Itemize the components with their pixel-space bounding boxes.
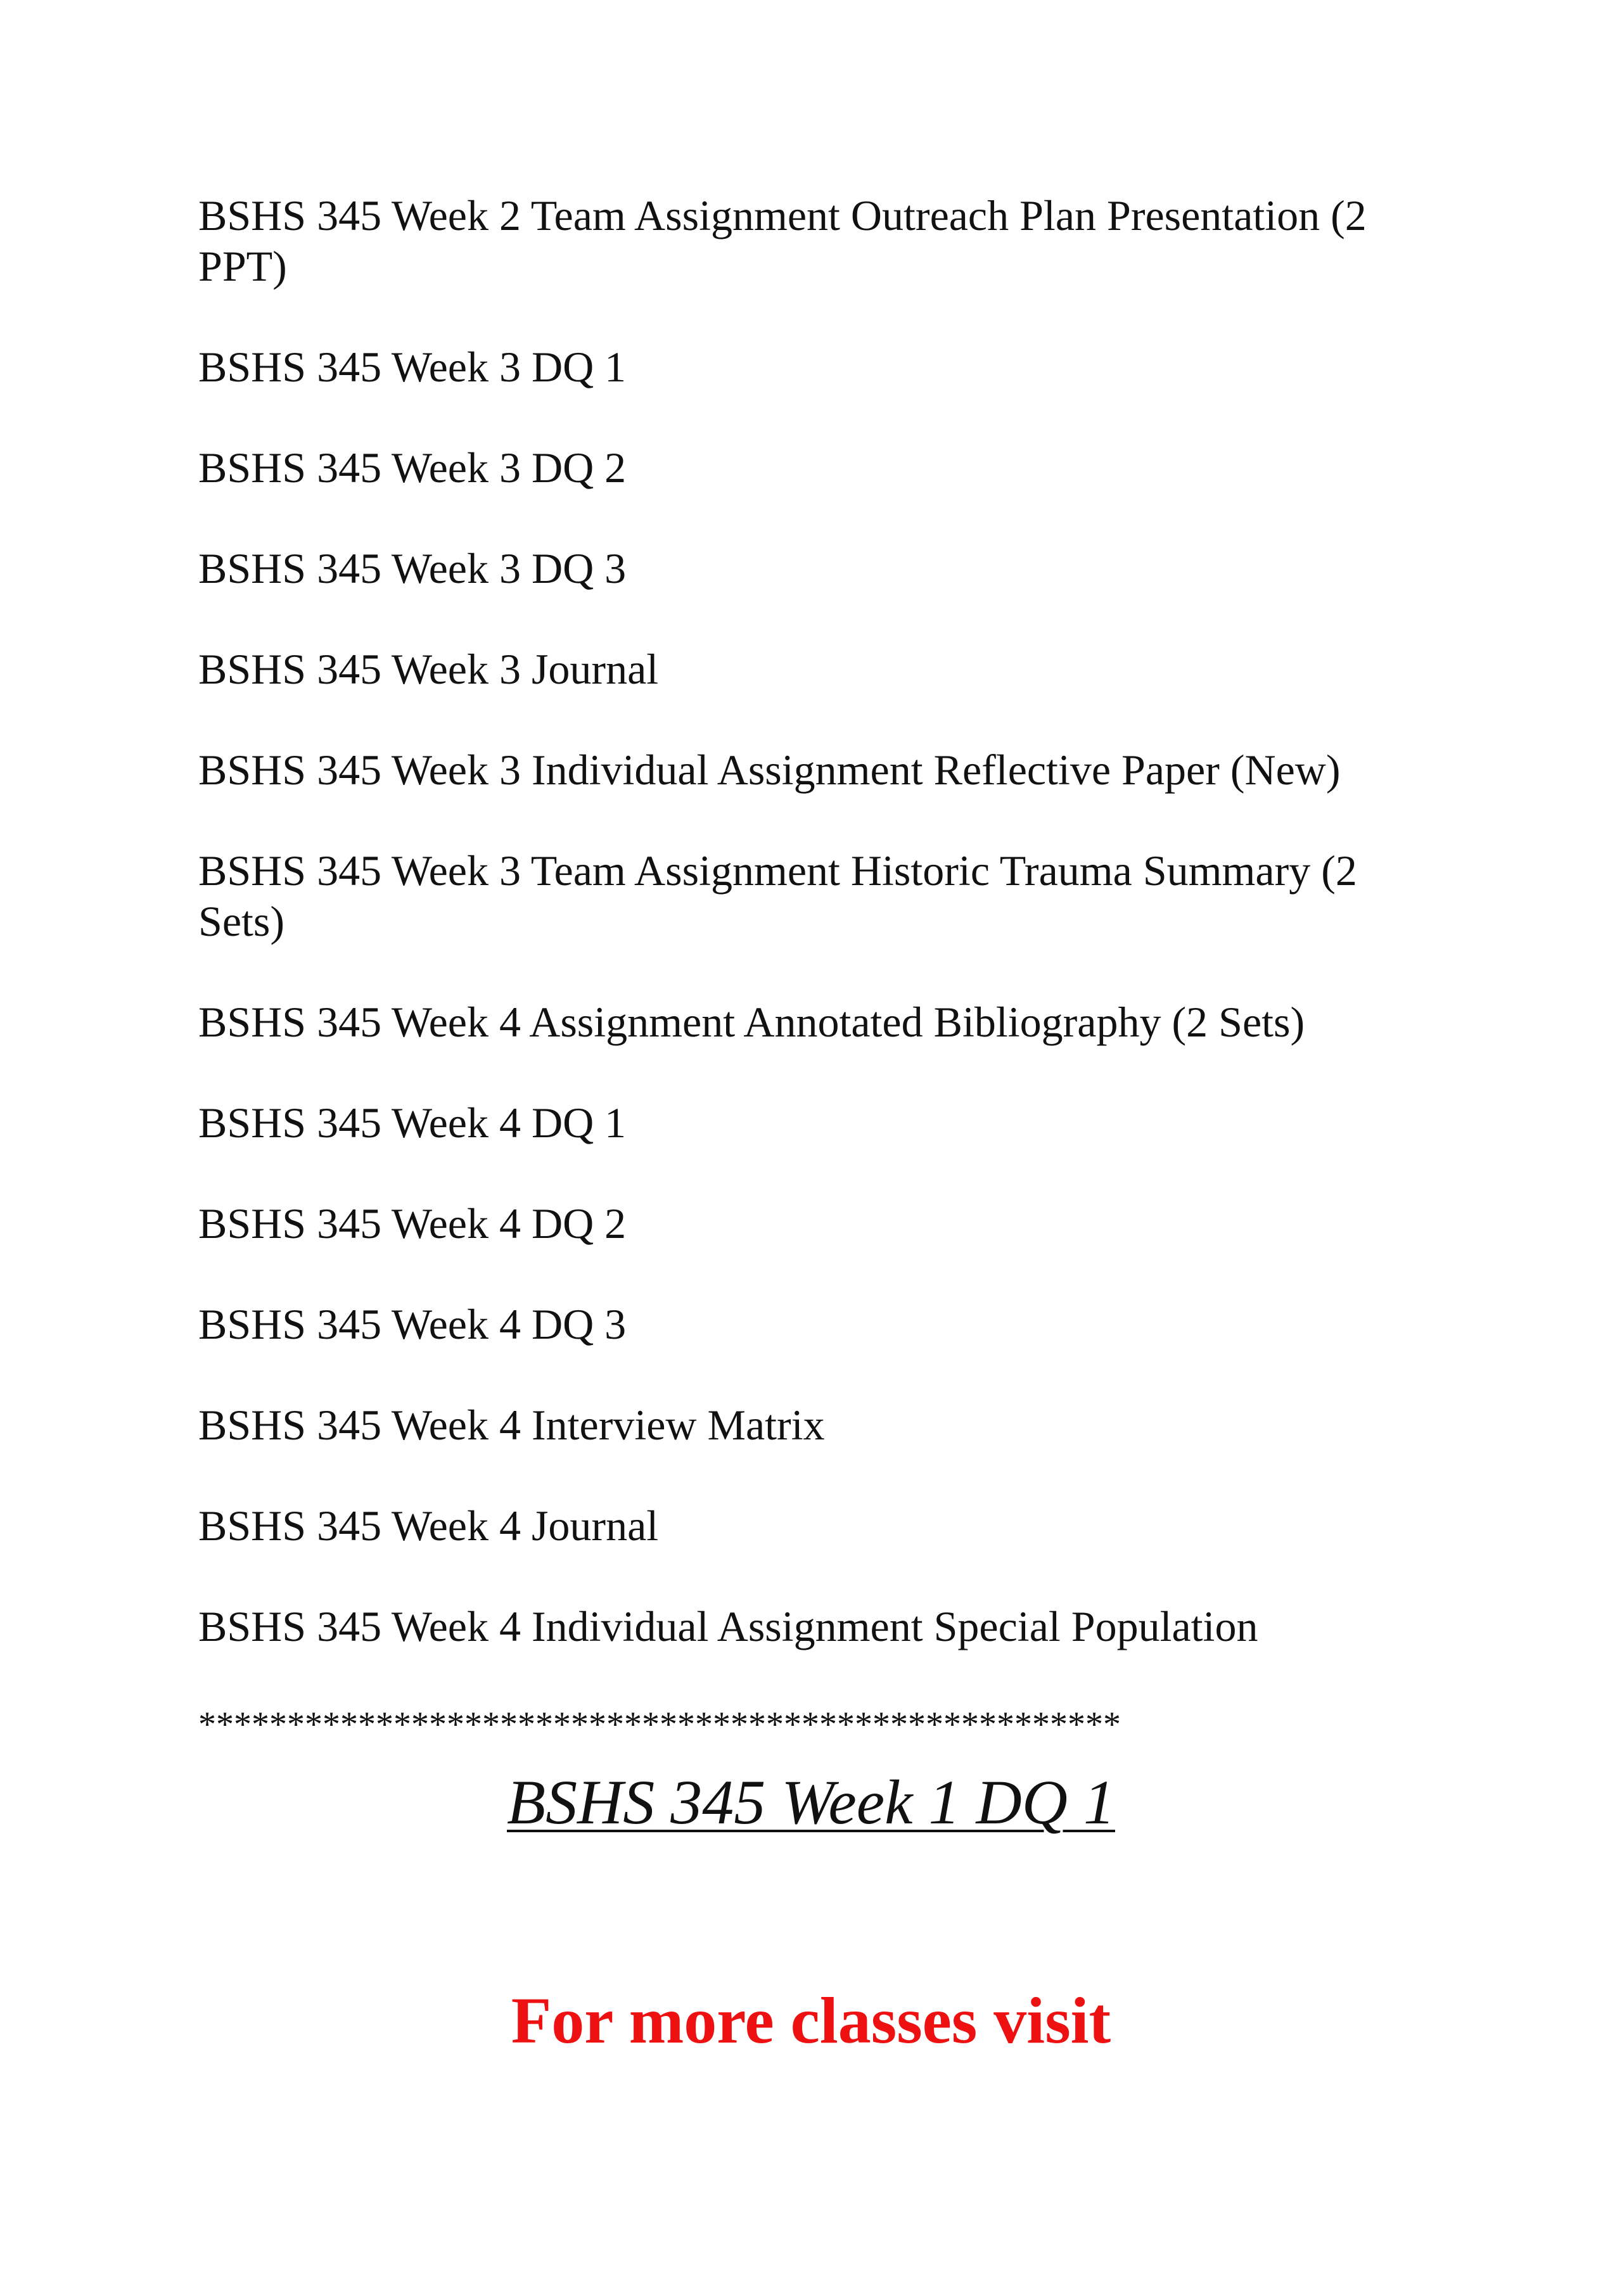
- list-item: BSHS 345 Week 4 DQ 3: [198, 1300, 627, 1348]
- section-heading: BSHS 345 Week 1 DQ 1: [506, 1767, 1115, 1837]
- list-item: BSHS 345 Week 4 DQ 2: [198, 1199, 627, 1247]
- list-item: BSHS 345 Week 4 Interview Matrix: [198, 1401, 825, 1449]
- list-item: BSHS 345 Week 3 Individual Assignment Reflective Paper (New): [198, 746, 1341, 794]
- course-item-list: [198, 190, 1421, 1702]
- list-item: BSHS 345 Week 3 Team Assignment Historic Trauma Summary (2 Sets): [198, 846, 1357, 945]
- list-item: BSHS 345 Week 4 Individual Assignment Special Population: [198, 1602, 1258, 1650]
- list-item: BSHS 345 Week 4 Journal: [198, 1502, 659, 1550]
- asterisk-separator: ****************************************************: [198, 1705, 1121, 1744]
- list-item: BSHS 345 Week 4 Assignment Annotated Bibliography (2 Sets): [198, 998, 1305, 1046]
- list-item: BSHS 345 Week 3 DQ 1: [198, 343, 627, 391]
- list-item: BSHS 345 Week 3 DQ 2: [198, 443, 627, 492]
- list-item: BSHS 345 Week 4 DQ 1: [198, 1099, 627, 1147]
- list-item: BSHS 345 Week 2 Team Assignment Outreach Plan Presentation (2 PPT): [198, 191, 1367, 290]
- list-item: BSHS 345 Week 3 Journal: [198, 645, 659, 693]
- promo-text: For more classes visit: [511, 1984, 1111, 2057]
- list-item: BSHS 345 Week 3 DQ 3: [198, 544, 627, 592]
